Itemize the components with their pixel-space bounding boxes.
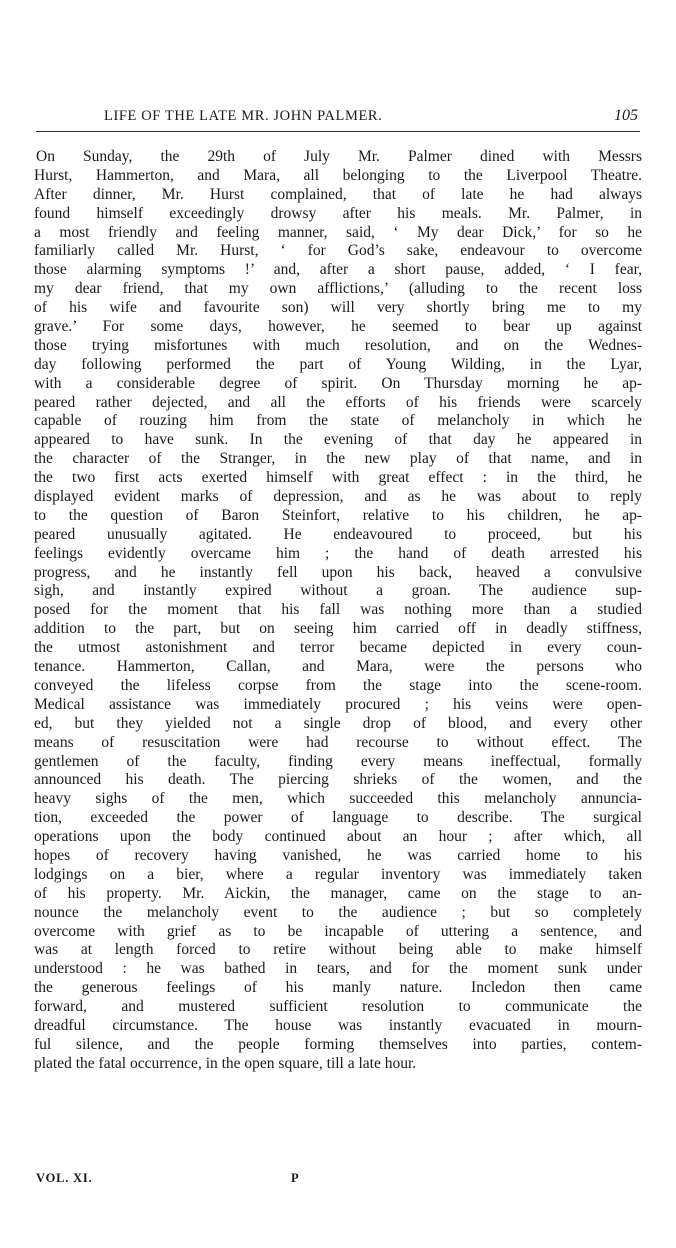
page-number: 105 [614,107,638,124]
page-footer [36,1171,336,1191]
text-line: grave.’ For some days, however, he seemed to bear up against [34,318,642,336]
text-line: tion, exceeded the power of language to describe. The surgical [34,809,642,827]
text-line: hopes of recovery having vanished, he was carried home to his [34,846,642,864]
running-title: LIFE OF THE LATE MR. JOHN PALMER. [104,108,383,124]
text-line: those alarming symptoms !’ and, after a short pause, added, ‘ I fear, [34,261,642,279]
page-header [34,108,638,130]
text-line: dreadful circumstance. The house was instantly evacuated in mourn- [34,1016,642,1034]
text-line: conveyed the lifeless corpse from the stage into the scene-room. [34,676,642,694]
text-line: my dear friend, that my own afflictions,’ (alluding to the recent loss [34,280,642,298]
text-line: heavy sighs of the men, which succeeded this melancholy annuncia- [34,790,642,808]
text-line: those trying misfortunes with much resolution, and on the Wednes- [34,336,642,354]
text-line: gentlemen of the faculty, finding every means ineffectual, formally [34,752,642,770]
text-line: posed for the moment that his fall was nothing more than a studied [34,601,642,619]
text-line: of his property. Mr. Aickin, the manager, came on the stage to an- [34,884,642,902]
text-line: the character of the Stranger, in the new play of that name, and in [34,450,642,468]
text-line: plated the fatal occurrence, in the open square, till a late hour. [34,1054,417,1072]
text-line: peared unusually agitated. He endeavoured to proceed, but his [34,525,642,543]
text-line: ful silence, and the people forming themselves into parties, contem- [34,1035,642,1053]
text-line: forward, and mustered sufficient resolution to communicate the [34,998,642,1016]
text-line: with a considerable degree of spirit. On Thursday morning he ap- [34,374,642,392]
text-line: found himself exceedingly drowsy after his meals. Mr. Palmer, in [34,204,642,222]
text-line: peared rather dejected, and all the efforts of his friends were scarcely [34,393,642,411]
text-line: the generous feelings of his manly nature. Incledon then came [34,979,642,997]
text-line: the two first acts exerted himself with great effect : in the third, he [34,469,642,487]
text-line: operations upon the body continued about an hour ; after which, all [34,828,642,846]
text-line: displayed evident marks of depression, and as he was about to reply [34,488,642,506]
text-line: was at length forced to retire without being able to make himself [34,941,642,959]
text-line: a most friendly and feeling manner, said, ‘ My dear Dick,’ for so he [34,223,642,241]
text-line: progress, and he instantly fell upon his back, heaved a convulsive [34,563,642,581]
text-line: After dinner, Mr. Hurst complained, that of late he had always [34,185,642,203]
text-line: Hurst, Hammerton, and Mara, all belonging to the Liverpool Theatre. [34,166,642,184]
header-rule [36,131,640,132]
text-line: On Sunday, the 29th of July Mr. Palmer dined with Messrs [36,148,642,165]
text-line: feelings evidently overcame him ; the hand of death arrested his [34,544,642,562]
text-line: familiarly called Mr. Hurst, ‘ for God’s sake, endeavour to overcome [34,242,642,260]
text-line: the utmost astonishment and terror became depicted in every coun- [34,639,642,657]
text-line: ed, but they yielded not a single drop of blood, and every other [34,714,642,732]
text-line: to the question of Baron Steinfort, relative to his children, he ap- [34,506,642,524]
volume-label: VOL. XI. [36,1171,93,1185]
text-line: Medical assistance was immediately procured ; his veins were open- [34,695,642,713]
text-line: lodgings on a bier, where a regular inventory was immediately taken [34,865,642,883]
text-line: sigh, and instantly expired without a groan. The audience sup- [34,582,642,600]
text-line: announced his death. The piercing shrieks of the women, and the [34,771,642,789]
text-line: understood : he was bathed in tears, and for the moment sunk under [34,960,642,978]
text-line: of his wife and favourite son) will very shortly bring me to my [34,299,642,317]
text-line: tenance. Hammerton, Callan, and Mara, were the persons who [34,658,642,676]
text-line: day following performed the part of Young Wilding, in the Lyar, [34,355,642,373]
text-line: overcome with grief as to be incapable of uttering a sentence, and [34,922,642,940]
text-line: capable of rouzing him from the state of melancholy in which he [34,412,642,430]
text-line: nounce the melancholy event to the audience ; but so completely [34,903,642,921]
text-line: means of resuscitation were had recourse to without effect. The [34,733,642,751]
text-line: appeared to have sunk. In the evening of that day he appeared in [34,431,642,449]
signature-mark: P [291,1171,300,1185]
body-paragraph [34,148,642,1074]
text-line: addition to the part, but on seeing him carried off in deadly stiffness, [34,620,642,638]
